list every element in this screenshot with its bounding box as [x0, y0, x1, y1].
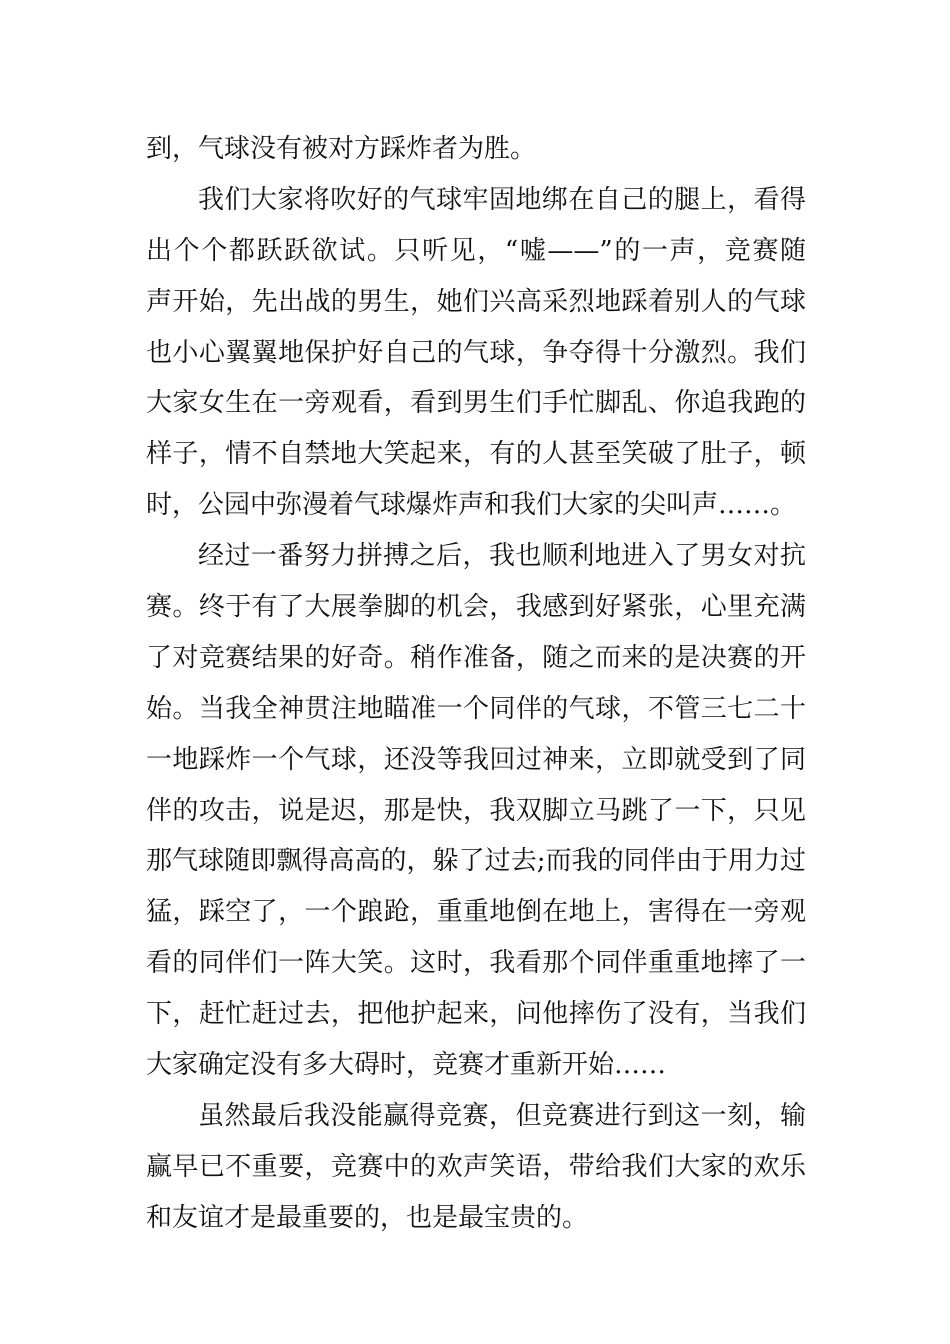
paragraph-3-line-9: 看的同伴们一阵大笑。这时，我看那个同伴重重地摔了一 [146, 948, 806, 979]
paragraph-3-line-8: 猛，踩空了，一个踉跄，重重地倒在地上，害得在一旁观 [146, 897, 806, 928]
paragraph-4-line-2: 赢早已不重要，竞赛中的欢声笑语，带给我们大家的欢乐 [146, 1151, 806, 1182]
paragraph-3-line-6: 伴的攻击，说是迟，那是快，我双脚立马跳了一下，只见 [146, 795, 806, 826]
paragraph-4-line-1: 虽然最后我没能赢得竞赛，但竞赛进行到这一刻，输 [198, 1100, 806, 1131]
paragraph-4-line-3: 和友谊才是最重要的，也是最宝贵的。 [146, 1202, 589, 1233]
paragraph-3-line-4: 始。当我全神贯注地瞄准一个同伴的气球，不管三七二十 [146, 693, 806, 724]
paragraph-1-line-1: 到，气球没有被对方踩炸者为胜。 [146, 134, 537, 164]
article-body [146, 124, 806, 1244]
paragraph-2-line-6: 样子，情不自禁地大笑起来，有的人甚至笑破了肚子，顿 [146, 439, 806, 470]
paragraph-3-line-7: 那气球随即飘得高高的，躲了过去;而我的同伴由于用力过 [146, 846, 806, 877]
paragraph-2-line-7: 时，公园中弥漫着气球爆炸声和我们大家的尖叫声……。 [146, 490, 797, 521]
paragraph-2-line-3: 声开始，先出战的男生，她们兴高采烈地踩着别人的气球 [146, 286, 806, 317]
paragraph-2-line-4: 也小心翼翼地保护好自己的气球，争夺得十分激烈。我们 [146, 337, 806, 368]
paragraph-3-line-2: 赛。终于有了大展拳脚的机会，我感到好紧张，心里充满 [146, 592, 806, 623]
paragraph-3-line-5: 一地踩炸一个气球，还没等我回过神来，立即就受到了同 [146, 744, 806, 775]
paragraph-3-line-3: 了对竞赛结果的好奇。稍作准备，随之而来的是决赛的开 [146, 642, 806, 673]
paragraph-3-line-11: 大家确定没有多大碍时，竞赛才重新开始…… [146, 1050, 667, 1081]
paragraph-2-line-2: 出个个都跃跃欲试。只听见，“嘘——”的一声，竞赛随 [146, 235, 806, 266]
paragraph-2-line-1: 我们大家将吹好的气球牢固地绑在自己的腿上，看得 [198, 184, 806, 215]
paragraph-3-line-10: 下，赶忙赶过去，把他护起来，问他摔伤了没有，当我们 [146, 999, 806, 1030]
paragraph-3-line-1: 经过一番努力拼搏之后，我也顺利地进入了男女对抗 [198, 541, 806, 572]
paragraph-2-line-5: 大家女生在一旁观看，看到男生们手忙脚乱、你追我跑的 [146, 388, 806, 419]
